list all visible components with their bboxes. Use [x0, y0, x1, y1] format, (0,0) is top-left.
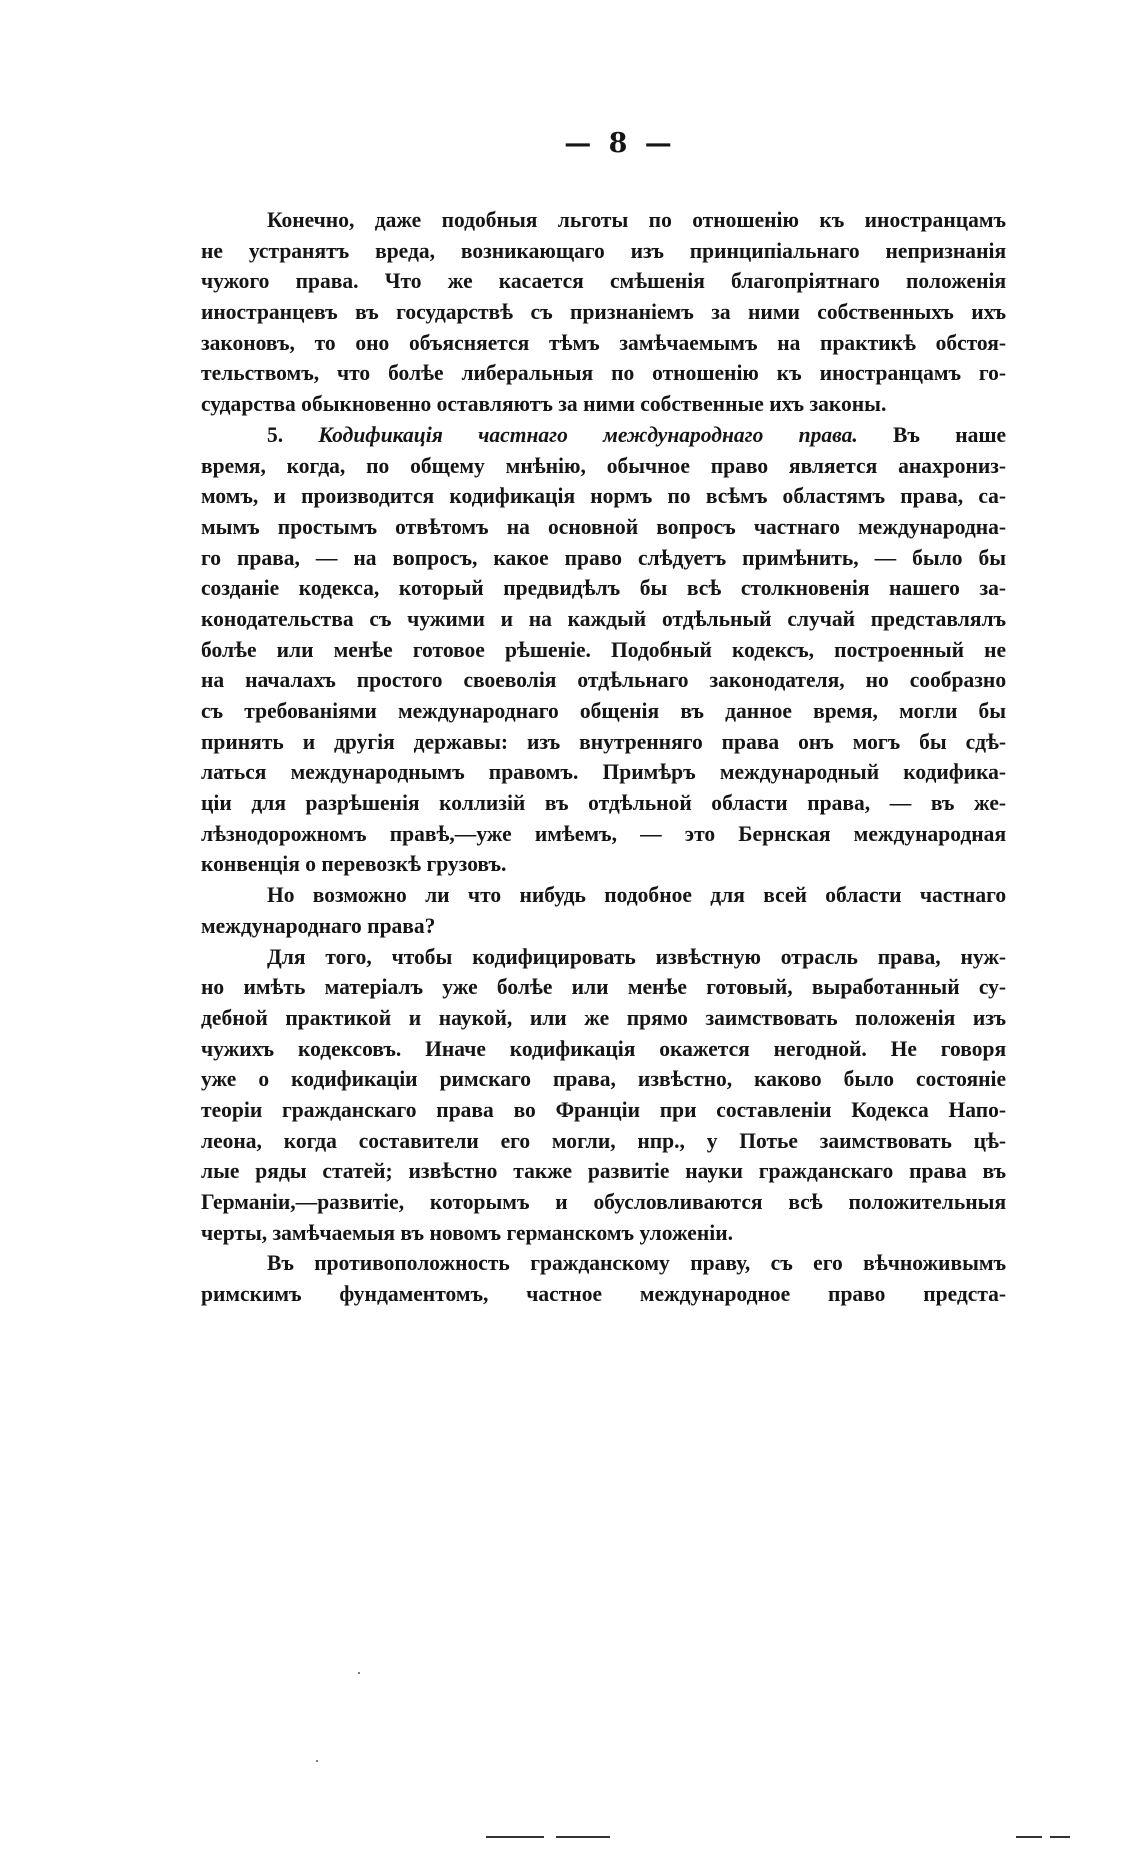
- scan-speck: [316, 1760, 318, 1762]
- text-line: уже о кодификаціи римскаго права, извѣстно, каково было состояніе: [201, 1066, 1007, 1092]
- text-line: Въ противоположность гражданскому праву, съ его вѣчноживымъ: [266, 1250, 1007, 1276]
- text-line: дебной практикой и наукой, или же прямо заимствовать положенія изъ: [201, 1004, 1007, 1030]
- text-line: Но возможно ли что нибудь подобное для всей области частнаго: [266, 882, 1007, 908]
- printer-mark: [556, 1836, 610, 1838]
- text-line: черты, замѣчаемыя въ новомъ германскомъ уложеніи.: [201, 1219, 734, 1245]
- text-line: лые ряды статей; извѣстно также развитіе науки гражданскаго права въ: [201, 1158, 1007, 1184]
- text-line: принять и другія державы: изъ внутренняго права онъ могъ бы сдѣ-: [201, 728, 1007, 754]
- text-line: иностранцевъ въ государствѣ съ признаніемъ за ними собственныхъ ихъ: [201, 299, 1007, 325]
- text-line: го права, — на вопросъ, какое право слѣдуетъ примѣнить, — было бы: [201, 544, 1007, 570]
- text-line: римскимъ фундаментомъ, частное международное право предста-: [201, 1281, 1007, 1307]
- printer-mark: [1016, 1836, 1042, 1838]
- paragraph: [201, 205, 1006, 420]
- paragraph-section-5: [201, 420, 1006, 880]
- text-line: на началахъ простого своеволія отдѣльнаго законодателя, но сообразно: [201, 667, 1007, 693]
- text-line: съ требованіями международнаго общенія въ данное время, могли бы: [201, 698, 1007, 723]
- text-line: Конечно, даже подобныя льготы по отношенію къ иностранцамъ: [266, 207, 1007, 232]
- page-number: — 8 —: [564, 128, 676, 159]
- text-line: чужого права. Что же касается смѣшенія благопріятнаго положенія: [201, 268, 1007, 294]
- text-line: конодательства съ чужими и на каждый отдѣльный случай представлялъ: [201, 605, 1007, 631]
- scan-speck: [358, 1672, 360, 1674]
- text-line: конвенція о перевозкѣ грузовъ.: [201, 851, 507, 877]
- text-line: леона, когда составители его могли, нпр., у Потье заимствовать цѣ-: [201, 1127, 1007, 1153]
- printer-mark: [486, 1836, 544, 1838]
- text-line: болѣе или менѣе готовое рѣшеніе. Подобный кодексъ, построенный не: [201, 636, 1007, 662]
- text-line: латься международнымъ правомъ. Примѣръ международный кодифика-: [201, 759, 1007, 785]
- body-text: [201, 205, 1006, 1310]
- text-line: ціи для разрѣшенія коллизій въ отдѣльной области права, — въ же-: [201, 790, 1007, 816]
- text-line: законовъ, то оно объясняется тѣмъ замѣчаемымъ на практикѣ обстоя-: [201, 329, 1007, 355]
- section-heading-line: [201, 420, 1006, 451]
- text-line: международнаго права?: [201, 912, 436, 938]
- text-line: момъ, и производится кодификація нормъ по всѣмъ областямъ права, са-: [201, 483, 1007, 509]
- text-line: Для того, чтобы кодифицировать извѣстную отрасль права, нуж-: [266, 943, 1007, 969]
- text-line: мымъ простымъ отвѣтомъ на основной вопросъ частнаго международна-: [201, 513, 1007, 539]
- section-number: 5.: [266, 421, 284, 447]
- section-title: Кодификація частнаго международнаго права.: [318, 421, 858, 447]
- printer-mark: [1050, 1836, 1070, 1838]
- text-line: созданіе кодекса, который предвидѣлъ бы всѣ столкновенія нашего за-: [201, 575, 1007, 601]
- text-line: время, когда, по общему мнѣнію, обычное право является анахрониз-: [201, 452, 1007, 478]
- text-line: теоріи гражданскаго права во Франціи при составленіи Кодекса Напо-: [201, 1096, 1007, 1122]
- text-line: чужихъ кодексовъ. Иначе кодификація окажется негодной. Не говоря: [201, 1035, 1007, 1061]
- paragraph: [201, 880, 1006, 941]
- paragraph: [201, 1248, 1006, 1309]
- text-line: не устранятъ вреда, возникающаго изъ принципіальнаго непризнанія: [201, 237, 1007, 263]
- text-fragment: Въ наше: [893, 421, 1007, 447]
- text-line: лѣзнодорожномъ правѣ,—уже имѣемъ, — это Бернская международная: [201, 820, 1007, 846]
- printer-marks: [0, 1836, 1140, 1842]
- text-line: тельствомъ, что болѣе либеральныя по отношенію къ иностранцамъ го-: [201, 360, 1007, 386]
- text-line: но имѣть матеріалъ уже болѣе или менѣе готовый, выработанный су-: [201, 974, 1007, 1000]
- text-line: сударства обыкновенно оставляютъ за ними собственные ихъ законы.: [201, 391, 887, 417]
- paragraph: [201, 942, 1006, 1249]
- text-line: Германіи,—развитіе, которымъ и обусловливаются всѣ положительныя: [201, 1189, 1007, 1214]
